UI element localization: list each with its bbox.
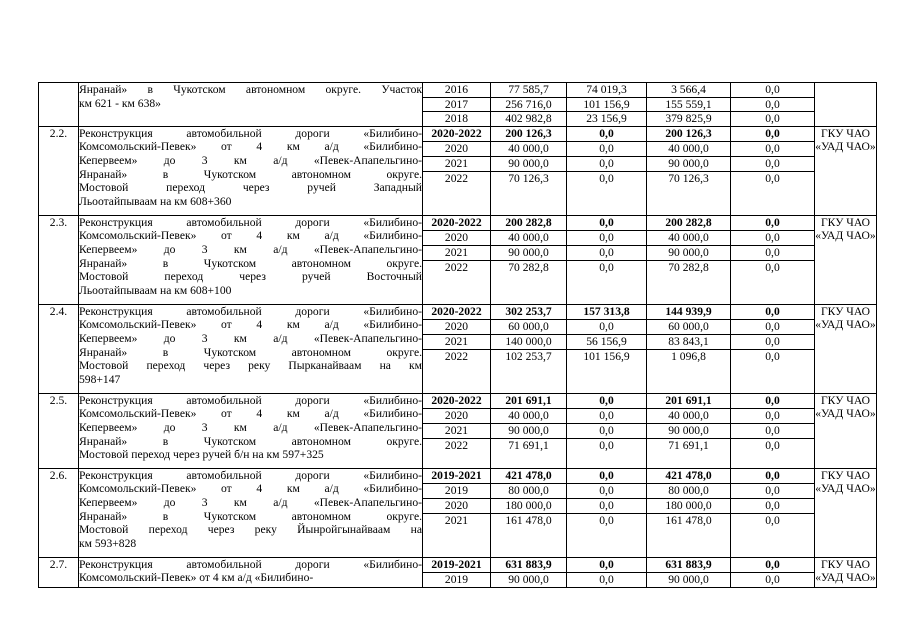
amount-source-b: 631 883,9	[647, 557, 731, 572]
amount-source-a: 0,0	[567, 438, 647, 468]
amount-total: 70 282,8	[491, 260, 567, 304]
responsible-organization	[815, 393, 877, 468]
amount-total: 140 000,0	[491, 334, 567, 349]
amount-source-b: 180 000,0	[647, 498, 731, 513]
period-year: 2016	[423, 83, 491, 98]
table-body	[39, 83, 877, 588]
amount-source-b: 144 939,9	[647, 304, 731, 319]
amount-total: 200 126,3	[491, 126, 567, 141]
amount-source-b: 71 691,1	[647, 438, 731, 468]
description-line: Мостовой переход через реку Пырканайваам на км	[79, 359, 422, 373]
amount-source-b: 40 000,0	[647, 141, 731, 156]
amount-source-a: 74 019,3	[567, 83, 647, 98]
amount-source-c: 0,0	[731, 572, 815, 587]
amount-source-c: 0,0	[731, 83, 815, 98]
period-year: 2020-2022	[423, 393, 491, 408]
organization-line: ГКУ ЧАО	[820, 304, 870, 318]
amount-total: 40 000,0	[491, 141, 567, 156]
amount-source-b: 90 000,0	[647, 156, 731, 171]
organization-line: ГКУ ЧАО	[820, 215, 870, 229]
amount-source-a: 0,0	[567, 260, 647, 304]
amount-source-b: 40 000,0	[647, 408, 731, 423]
item-number: 2.6.	[39, 468, 79, 557]
amount-source-c: 0,0	[731, 171, 815, 215]
period-year: 2020-2022	[423, 304, 491, 319]
item-number: 2.5.	[39, 393, 79, 468]
amount-source-a: 0,0	[567, 319, 647, 334]
organization-line: «УАД ЧАО»	[815, 407, 876, 421]
amount-total: 201 691,1	[491, 393, 567, 408]
period-year: 2020-2022	[423, 126, 491, 141]
amount-source-c: 0,0	[731, 513, 815, 557]
amount-total: 90 000,0	[491, 423, 567, 438]
amount-source-a: 101 156,9	[567, 349, 647, 393]
period-year: 2020-2022	[423, 215, 491, 230]
amount-source-c: 0,0	[731, 557, 815, 572]
period-year: 2022	[423, 171, 491, 215]
item-description	[79, 126, 423, 215]
amount-source-b: 90 000,0	[647, 245, 731, 260]
organization-line: «УАД ЧАО»	[815, 229, 876, 243]
amount-total: 60 000,0	[491, 319, 567, 334]
amount-total: 421 478,0	[491, 468, 567, 483]
description-line: Льоотайпываам на км 608+100	[79, 283, 232, 297]
amount-source-b: 70 282,8	[647, 260, 731, 304]
amount-total: 77 585,7	[491, 83, 567, 98]
item-description	[79, 83, 423, 127]
organization-line: «УАД ЧАО»	[815, 482, 876, 496]
description-line: Комсомольский-Певек» от 4 км а/д «Билибино-	[79, 229, 422, 243]
amount-source-c: 0,0	[731, 438, 815, 468]
program-table	[38, 82, 877, 588]
description-line: Реконструкция автомобильной дороги «Билибино-	[79, 215, 422, 229]
amount-total: 161 478,0	[491, 513, 567, 557]
description-line: Кепервеем» до 3 км а/д «Певек-Апапельгино-	[79, 420, 422, 434]
amount-total: 102 253,7	[491, 349, 567, 393]
amount-source-a: 0,0	[567, 215, 647, 230]
description-line: Мостовой переход через ручей Восточный	[79, 270, 422, 284]
amount-source-a: 101 156,9	[567, 97, 647, 112]
period-year: 2020	[423, 141, 491, 156]
amount-source-a: 0,0	[567, 156, 647, 171]
amount-source-c: 0,0	[731, 468, 815, 483]
description-line: Реконструкция автомобильной дороги «Билибино-	[79, 557, 422, 571]
amount-source-c: 0,0	[731, 498, 815, 513]
period-year: 2021	[423, 334, 491, 349]
amount-source-c: 0,0	[731, 97, 815, 112]
period-year: 2021	[423, 245, 491, 260]
period-year: 2019	[423, 483, 491, 498]
amount-source-a: 157 313,8	[567, 304, 647, 319]
responsible-organization	[815, 126, 877, 215]
amount-source-c: 0,0	[731, 423, 815, 438]
amount-source-a: 0,0	[567, 141, 647, 156]
responsible-organization	[815, 83, 877, 127]
description-line: Комсомольский-Певек» от 4 км а/д «Билибино-	[79, 318, 422, 332]
description-line: Реконструкция автомобильной дороги «Билибино-	[79, 393, 422, 407]
description-line: Мостовой переход через реку Йынройгынайваам на	[79, 523, 422, 537]
item-description	[79, 468, 423, 557]
amount-total: 40 000,0	[491, 408, 567, 423]
amount-source-a: 0,0	[567, 126, 647, 141]
table-row	[39, 304, 877, 319]
organization-line: ГКУ ЧАО	[820, 393, 870, 407]
period-year: 2022	[423, 349, 491, 393]
table-row	[39, 83, 877, 98]
description-line: Комсомольский-Певек» от 4 км а/д «Билибино-	[79, 482, 422, 496]
responsible-organization	[815, 215, 877, 304]
item-description	[79, 557, 423, 587]
organization-line: ГКУ ЧАО	[820, 557, 870, 571]
period-year: 2020	[423, 230, 491, 245]
table-row	[39, 393, 877, 408]
amount-source-a: 0,0	[567, 468, 647, 483]
period-year: 2020	[423, 498, 491, 513]
item-description	[79, 304, 423, 393]
amount-total: 256 716,0	[491, 97, 567, 112]
amount-source-a: 0,0	[567, 245, 647, 260]
amount-source-a: 0,0	[567, 572, 647, 587]
item-number	[39, 83, 79, 127]
amount-source-c: 0,0	[731, 112, 815, 127]
amount-source-b: 161 478,0	[647, 513, 731, 557]
amount-source-b: 80 000,0	[647, 483, 731, 498]
amount-source-a: 23 156,9	[567, 112, 647, 127]
period-year: 2019	[423, 572, 491, 587]
period-year: 2021	[423, 513, 491, 557]
description-line: Янранай» в Чукотском автономном округе.	[79, 345, 422, 359]
amount-source-c: 0,0	[731, 483, 815, 498]
organization-line: ГКУ ЧАО	[820, 126, 870, 140]
description-line: 598+147	[79, 372, 121, 386]
description-line: Реконструкция автомобильной дороги «Билибино-	[79, 126, 422, 140]
amount-source-b: 70 126,3	[647, 171, 731, 215]
item-description	[79, 215, 423, 304]
organization-line: «УАД ЧАО»	[815, 318, 876, 332]
period-year: 2018	[423, 112, 491, 127]
amount-source-a: 0,0	[567, 483, 647, 498]
period-year: 2020	[423, 319, 491, 334]
amount-total: 200 282,8	[491, 215, 567, 230]
item-number: 2.4.	[39, 304, 79, 393]
item-number: 2.2.	[39, 126, 79, 215]
amount-total: 402 982,8	[491, 112, 567, 127]
description-line: Кепервеем» до 3 км а/д «Певек-Апапельгино-	[79, 153, 422, 167]
amount-source-c: 0,0	[731, 141, 815, 156]
responsible-organization	[815, 468, 877, 557]
amount-total: 90 000,0	[491, 245, 567, 260]
description-line: км 593+828	[79, 536, 137, 550]
period-year: 2020	[423, 408, 491, 423]
amount-source-a: 0,0	[567, 423, 647, 438]
amount-source-c: 0,0	[731, 156, 815, 171]
amount-source-a: 0,0	[567, 557, 647, 572]
responsible-organization	[815, 304, 877, 393]
amount-source-a: 0,0	[567, 513, 647, 557]
description-line: Янранай» в Чукотском автономном округе. Участок	[79, 83, 422, 96]
amount-source-c: 0,0	[731, 215, 815, 230]
amount-source-b: 421 478,0	[647, 468, 731, 483]
description-line: Кепервеем» до 3 км а/д «Певек-Апапельгино-	[79, 331, 422, 345]
amount-total: 80 000,0	[491, 483, 567, 498]
amount-total: 90 000,0	[491, 572, 567, 587]
description-line: Льоотайпываам на км 608+360	[79, 194, 232, 208]
description-line: Мостовой переход через ручей Западный	[79, 181, 422, 195]
amount-total: 90 000,0	[491, 156, 567, 171]
period-year: 2021	[423, 423, 491, 438]
description-line: Кепервеем» до 3 км а/д «Певек-Апапельгино-	[79, 242, 422, 256]
amount-total: 631 883,9	[491, 557, 567, 572]
description-line: Янранай» в Чукотском автономном округе.	[79, 167, 422, 181]
organization-line: «УАД ЧАО»	[815, 571, 876, 585]
amount-source-b: 200 126,3	[647, 126, 731, 141]
period-year: 2022	[423, 438, 491, 468]
amount-source-b: 40 000,0	[647, 230, 731, 245]
amount-source-b: 1 096,8	[647, 349, 731, 393]
amount-source-c: 0,0	[731, 334, 815, 349]
description-line: Янранай» в Чукотском автономном округе.	[79, 256, 422, 270]
amount-source-b: 3 566,4	[647, 83, 731, 98]
amount-source-b: 201 691,1	[647, 393, 731, 408]
amount-total: 40 000,0	[491, 230, 567, 245]
amount-source-a: 0,0	[567, 230, 647, 245]
amount-source-b: 60 000,0	[647, 319, 731, 334]
organization-line: «УАД ЧАО»	[815, 140, 876, 154]
amount-source-b: 379 825,9	[647, 112, 731, 127]
amount-source-a: 0,0	[567, 393, 647, 408]
amount-source-a: 56 156,9	[567, 334, 647, 349]
description-line: Комсомольский-Певек» от 4 км а/д «Билибино-	[79, 571, 314, 585]
period-year: 2019-2021	[423, 468, 491, 483]
description-line: Реконструкция автомобильной дороги «Билибино-	[79, 468, 422, 482]
period-year: 2022	[423, 260, 491, 304]
item-number: 2.7.	[39, 557, 79, 587]
table-row	[39, 215, 877, 230]
description-line: Мостовой переход через ручей б/н на км 597+325	[79, 448, 324, 462]
responsible-organization	[815, 557, 877, 587]
description-line: Комсомольский-Певек» от 4 км а/д «Билибино-	[79, 140, 422, 154]
amount-source-b: 90 000,0	[647, 572, 731, 587]
description-line: км 621 - км 638»	[79, 96, 161, 110]
amount-source-b: 200 282,8	[647, 215, 731, 230]
amount-source-c: 0,0	[731, 245, 815, 260]
amount-source-c: 0,0	[731, 126, 815, 141]
organization-line: ГКУ ЧАО	[820, 468, 870, 482]
amount-source-a: 0,0	[567, 171, 647, 215]
amount-source-a: 0,0	[567, 498, 647, 513]
description-line: Реконструкция автомобильной дороги «Билибино-	[79, 304, 422, 318]
description-line: Янранай» в Чукотском автономном округе.	[79, 509, 422, 523]
amount-total: 302 253,7	[491, 304, 567, 319]
period-year: 2019-2021	[423, 557, 491, 572]
amount-source-b: 83 843,1	[647, 334, 731, 349]
amount-total: 71 691,1	[491, 438, 567, 468]
description-line: Кепервеем» до 3 км а/д «Певек-Апапельгино-	[79, 495, 422, 509]
item-description	[79, 393, 423, 468]
amount-source-b: 90 000,0	[647, 423, 731, 438]
amount-total: 180 000,0	[491, 498, 567, 513]
period-year: 2021	[423, 156, 491, 171]
amount-source-c: 0,0	[731, 393, 815, 408]
amount-source-c: 0,0	[731, 260, 815, 304]
description-line: Янранай» в Чукотском автономном округе.	[79, 434, 422, 448]
amount-total: 70 126,3	[491, 171, 567, 215]
amount-source-c: 0,0	[731, 408, 815, 423]
table-row	[39, 557, 877, 572]
amount-source-a: 0,0	[567, 408, 647, 423]
table-row	[39, 468, 877, 483]
amount-source-c: 0,0	[731, 304, 815, 319]
description-line: Комсомольский-Певек» от 4 км а/д «Билибино-	[79, 407, 422, 421]
amount-source-c: 0,0	[731, 230, 815, 245]
amount-source-b: 155 559,1	[647, 97, 731, 112]
amount-source-c: 0,0	[731, 349, 815, 393]
period-year: 2017	[423, 97, 491, 112]
item-number: 2.3.	[39, 215, 79, 304]
amount-source-c: 0,0	[731, 319, 815, 334]
table-row	[39, 126, 877, 141]
